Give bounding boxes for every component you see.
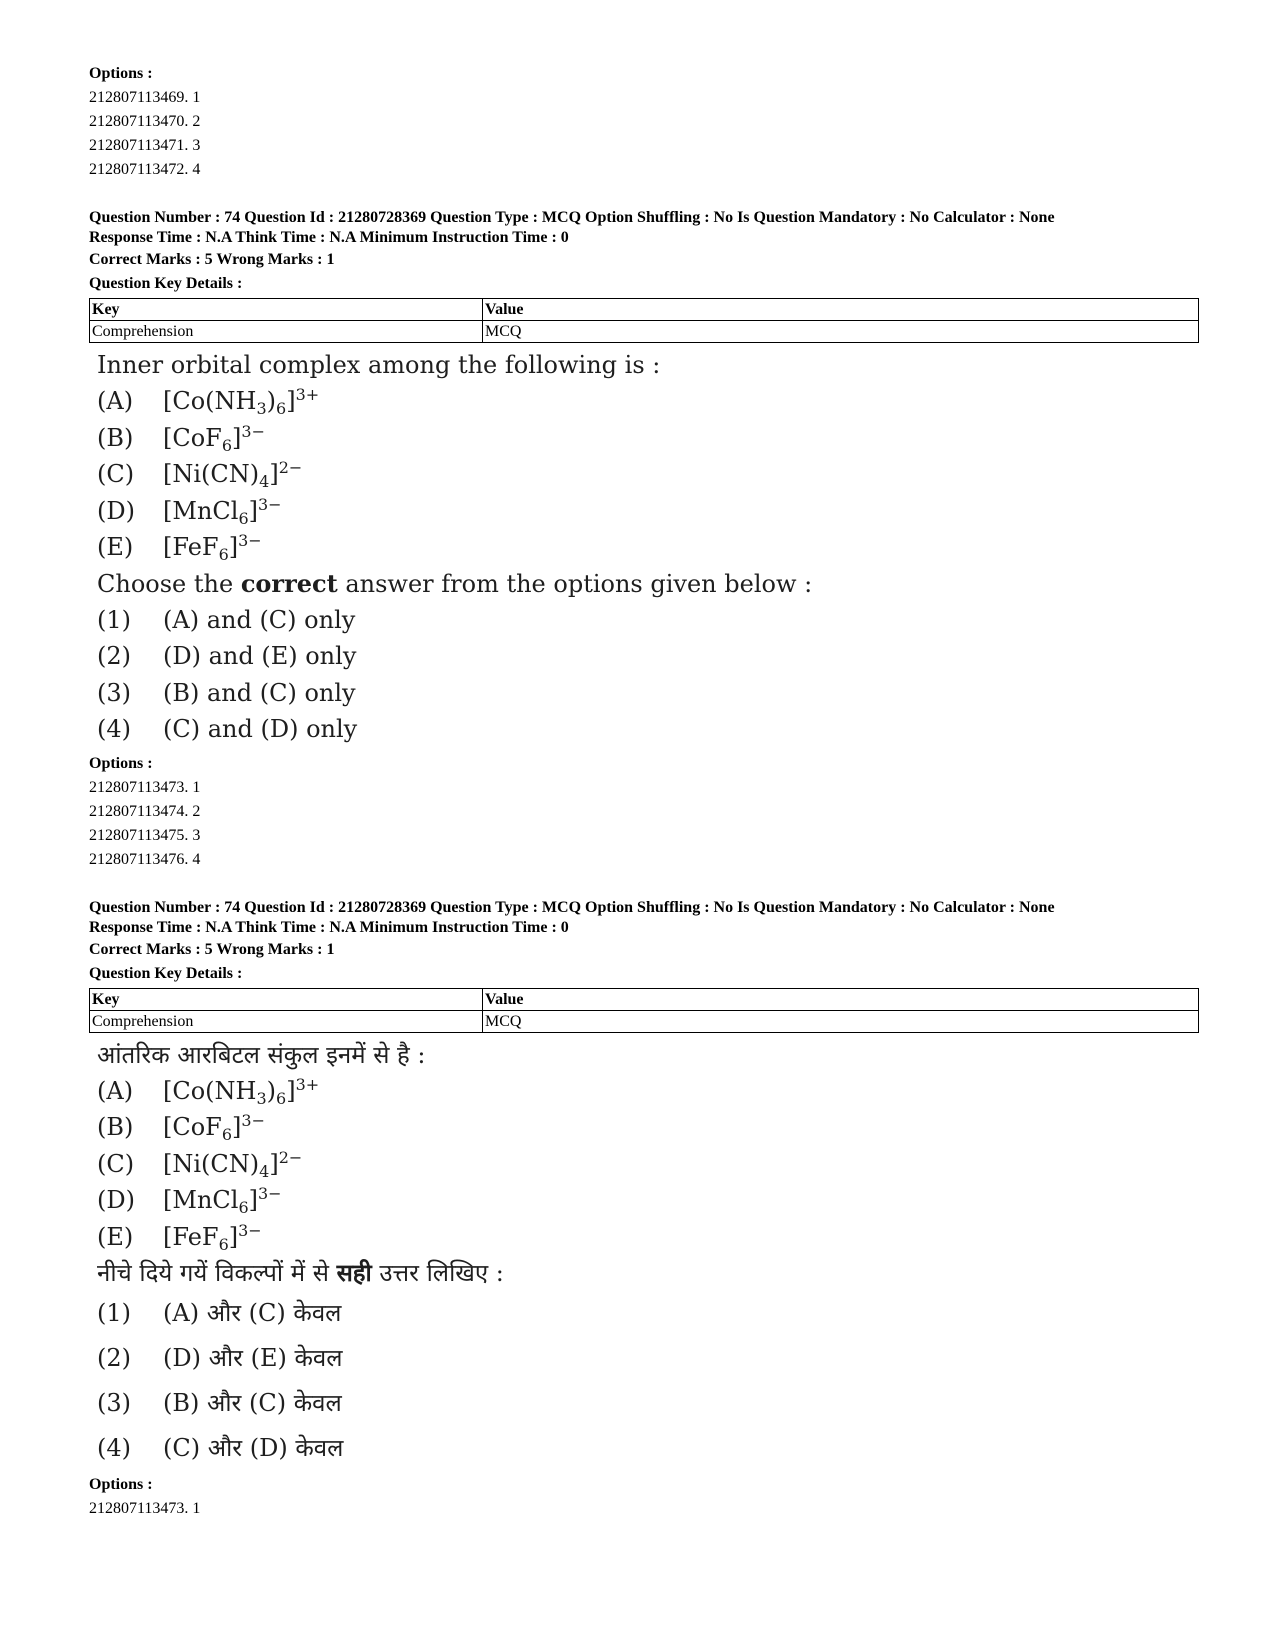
question-block-english bbox=[89, 208, 1199, 872]
complex-item: (C) $[Ni(CN)_4]^{2-}$ bbox=[97, 1147, 303, 1181]
document-page bbox=[89, 62, 1199, 1521]
question-meta-time: Response Time : N.A Think Time : N.A Minimum Instruction Time : 0 bbox=[89, 918, 569, 936]
answer-item: (4) (C) and (D) only bbox=[97, 715, 358, 743]
question-meta-time: Response Time : N.A Think Time : N.A Minimum Instruction Time : 0 bbox=[89, 229, 569, 246]
question-content bbox=[89, 1037, 1199, 1472]
answer-item: (3) (B) and (C) only bbox=[97, 678, 356, 707]
complex-list bbox=[89, 383, 1199, 566]
answer-item: (3) (B) और (C) केवल bbox=[97, 1389, 342, 1417]
table-cell-value: MCQ bbox=[483, 321, 1199, 343]
table-header-value: Value bbox=[483, 299, 1199, 321]
question-key-details-label: Question Key Details : bbox=[89, 964, 243, 982]
complex-item: (A) $[Co(NH_3)_6]^{3+}$ bbox=[97, 385, 320, 418]
answer-item: (1) (A) and (C) only bbox=[97, 605, 356, 634]
complex-list bbox=[89, 1073, 1199, 1256]
answer-list bbox=[89, 1291, 1199, 1471]
option-line: 212807113470. 2 bbox=[89, 113, 201, 130]
choose-instruction: नीचे दिये गयें विकल्पों में से सही उत्तर लिखिए : bbox=[97, 1258, 504, 1287]
complex-item: (B) $[CoF_6]^{3-}$ bbox=[97, 421, 265, 455]
table-header-key: Key bbox=[90, 299, 483, 321]
question-meta-line: Question Number : 74 Question Id : 21280728369 Question Type : MCQ Option Shuffling : No Is Question Mandatory : No Calculator : None bbox=[89, 898, 1055, 916]
choose-instruction: Choose the correct answer from the options given below : bbox=[97, 568, 813, 598]
table-header-row bbox=[90, 988, 1199, 1010]
option-line: 212807113471. 3 bbox=[89, 137, 201, 154]
table-cell-key: Comprehension bbox=[90, 321, 483, 343]
complex-item: (A) $[Co(NH_3)_6]^{3+}$ bbox=[97, 1074, 320, 1108]
answer-item: (1) (A) और (C) केवल bbox=[97, 1299, 342, 1327]
table-header-key: Key bbox=[90, 988, 483, 1010]
options-block bbox=[89, 1473, 1199, 1521]
answer-item: (2) (D) and (E) only bbox=[97, 642, 357, 670]
option-line: 212807113475. 3 bbox=[89, 826, 201, 844]
complex-item: (B) $[CoF_6]^{3-}$ bbox=[97, 1111, 265, 1144]
question-text: आंतरिक आरबिटल संकुल इनमें से है : bbox=[97, 1040, 426, 1069]
option-line: 212807113469. 1 bbox=[89, 89, 201, 106]
complex-item: (C) $[Ni(CN)_4]^{2-}$ bbox=[97, 458, 303, 491]
answer-list bbox=[89, 602, 1199, 748]
question-block-hindi bbox=[89, 898, 1199, 1522]
complex-item: (E) $[FeF_6]^{3-}$ bbox=[97, 531, 262, 564]
options-block bbox=[89, 752, 1199, 872]
options-block-top bbox=[89, 62, 1199, 182]
option-line: 212807113473. 1 bbox=[89, 778, 201, 796]
complex-item: (E) $[FeF_6]^{3-}$ bbox=[97, 1220, 262, 1254]
table-row bbox=[90, 1010, 1199, 1032]
table-cell-key: Comprehension bbox=[90, 1010, 483, 1032]
option-line: 212807113473. 1 bbox=[89, 1500, 201, 1517]
question-key-table bbox=[89, 988, 1199, 1033]
table-row bbox=[90, 321, 1199, 343]
question-key-table bbox=[89, 298, 1199, 343]
question-content bbox=[89, 347, 1199, 748]
answer-item: (2) (D) और (E) केवल bbox=[97, 1344, 343, 1372]
complex-item: (D) [MnCl$_6$]$^{3-}$ bbox=[97, 1184, 282, 1217]
question-marks: Correct Marks : 5 Wrong Marks : 1 bbox=[89, 251, 335, 268]
table-header-row bbox=[90, 299, 1199, 321]
option-line: 212807113476. 4 bbox=[89, 850, 201, 868]
option-line: 212807113472. 4 bbox=[89, 161, 201, 178]
question-text: Inner orbital complex among the following is : bbox=[97, 351, 661, 379]
options-label: Options : bbox=[89, 1476, 153, 1493]
table-header-value: Value bbox=[483, 988, 1199, 1010]
question-key-details-label: Question Key Details : bbox=[89, 275, 243, 292]
question-marks: Correct Marks : 5 Wrong Marks : 1 bbox=[89, 940, 335, 958]
options-label: Options : bbox=[89, 65, 153, 82]
table-cell-value: MCQ bbox=[483, 1010, 1199, 1032]
question-meta-line: Question Number : 74 Question Id : 21280728369 Question Type : MCQ Option Shuffling : No Is Question Mandatory : No Calculator : None bbox=[89, 209, 1055, 226]
complex-item: (D) [MnCl$_6$]$^{3-}$ bbox=[97, 494, 282, 528]
answer-item: (4) (C) और (D) केवल bbox=[97, 1434, 344, 1462]
options-label: Options : bbox=[89, 754, 153, 772]
option-line: 212807113474. 2 bbox=[89, 802, 201, 820]
